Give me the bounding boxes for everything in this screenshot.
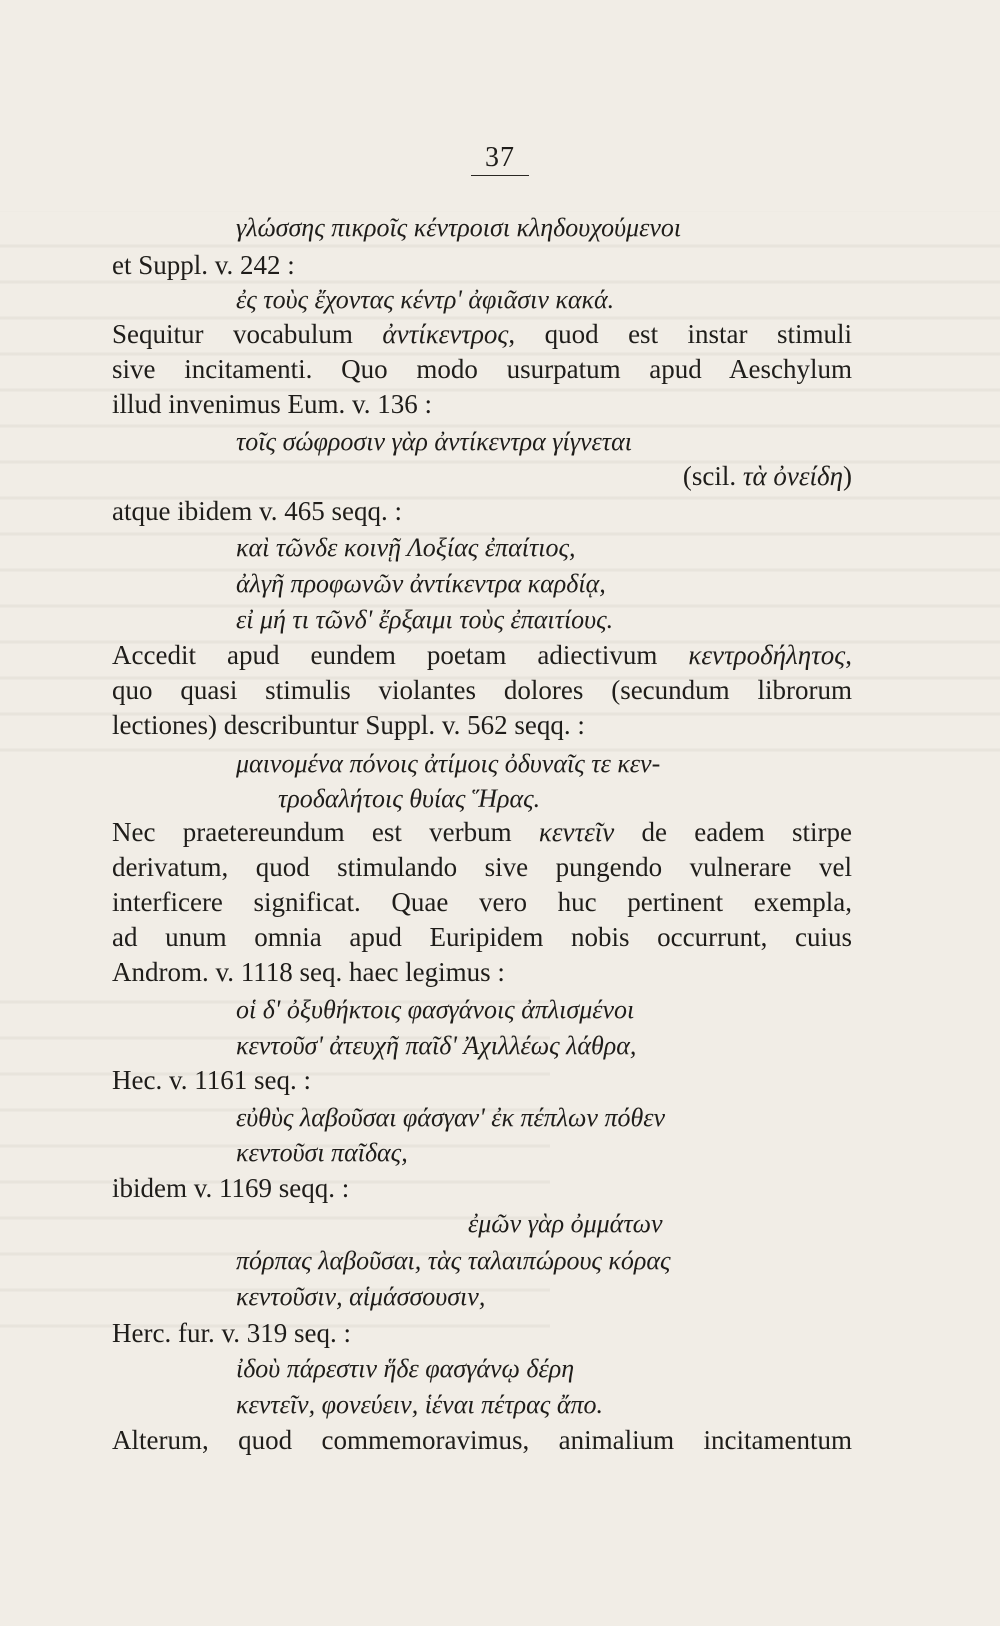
text-line: (scil. τὰ ὀνείδη) — [682, 461, 852, 491]
quote-line: κεντοῦσιν, αἱμάσσουσιν, — [236, 1282, 486, 1311]
text-line: et Suppl. v. 242 : — [112, 250, 295, 280]
quote-line: οἱ δ' ὀξυθήκτοις φασγάνοις ἀπλισμένοι — [236, 995, 635, 1024]
quote-line: εἰ μή τι τῶνδ' ἔρξαιμι τοὺς ἐπαιτίους. — [236, 605, 614, 634]
quote-line: μαινομένα πόνοις ἀτίμοις ὀδυναῖς τε κεν- — [236, 749, 661, 778]
text-line: atque ibidem v. 465 seqq. : — [112, 496, 402, 526]
page-number: 37 — [0, 142, 1000, 174]
text-line: ibidem v. 1169 seqq. : — [112, 1173, 350, 1203]
text-line: Hec. v. 1161 seq. : — [112, 1065, 311, 1095]
text-line: Herc. fur. v. 319 seq. : — [112, 1318, 351, 1348]
quote-line: πόρπας λαβοῦσαι, τὰς ταλαιπώρους κόρας — [236, 1246, 671, 1275]
text-line: lectiones) describuntur Suppl. v. 562 seqq. : — [112, 710, 585, 740]
text-line: derivatum, quod stimulando sive pungendo vulnerare vel — [112, 852, 852, 882]
quote-line: κεντοῦσι παῖδας, — [236, 1138, 408, 1167]
text-line: Alterum, quod commemoravimus, animalium incitamentum — [112, 1425, 852, 1455]
quote-line: τοῖς σώφροσιν γὰρ ἀντίκεντρα γίγνεται — [236, 427, 632, 456]
quote-line: τροδαλήτοις θυίας Ἥρας. — [278, 784, 541, 813]
quote-line: ἀλγῆ προφωνῶν ἀντίκεντρα καρδίᾳ, — [236, 569, 606, 598]
quote-line: ἐς τοὺς ἔχοντας κέντρ' ἀφιᾶσιν κακά. — [236, 285, 615, 314]
text-line: illud invenimus Eum. v. 136 : — [112, 389, 432, 419]
quote-line: εὐθὺς λαβοῦσαι φάσγαν' ἐκ πέπλων πόθεν — [236, 1103, 666, 1132]
quote-line: ἰδοὺ πάρεστιν ἥδε φασγάνῳ δέρη — [236, 1354, 575, 1383]
quote-line: ἐμῶν γὰρ ὀμμάτων — [468, 1209, 663, 1238]
text-line: sive incitamenti. Quo modo usurpatum apud Aeschylum — [112, 354, 852, 384]
quote-line: κεντεῖν, φονεύειν, ἱέναι πέτρας ἄπο. — [236, 1390, 603, 1419]
text-line: quo quasi stimulis violantes dolores (secundum librorum — [112, 675, 852, 705]
quote-line: γλώσσης πικροῖς κέντροισι κληδουχούμενοι — [236, 213, 682, 242]
text-line: ad unum omnia apud Euripidem nobis occurrunt, cuius — [112, 922, 852, 952]
text-line: interficere significat. Quae vero huc pertinent exempla, — [112, 887, 852, 917]
text-line: Androm. v. 1118 seq. haec legimus : — [112, 957, 505, 987]
text-line: Sequitur vocabulum ἀντίκεντρος, quod est instar stimuli — [112, 319, 852, 349]
text-line: Nec praetereundum est verbum κεντεῖν de eadem stirpe — [112, 817, 852, 847]
text-line: Accedit apud eundem poetam adiectivum κεντροδήλητος, — [112, 640, 852, 670]
quote-line: κεντοῦσ' ἀτευχῆ παῖδ' Ἀχιλλέως λάθρα, — [236, 1031, 637, 1060]
quote-line: καὶ τῶνδε κοινῇ Λοξίας ἐπαίτιος, — [236, 533, 576, 562]
